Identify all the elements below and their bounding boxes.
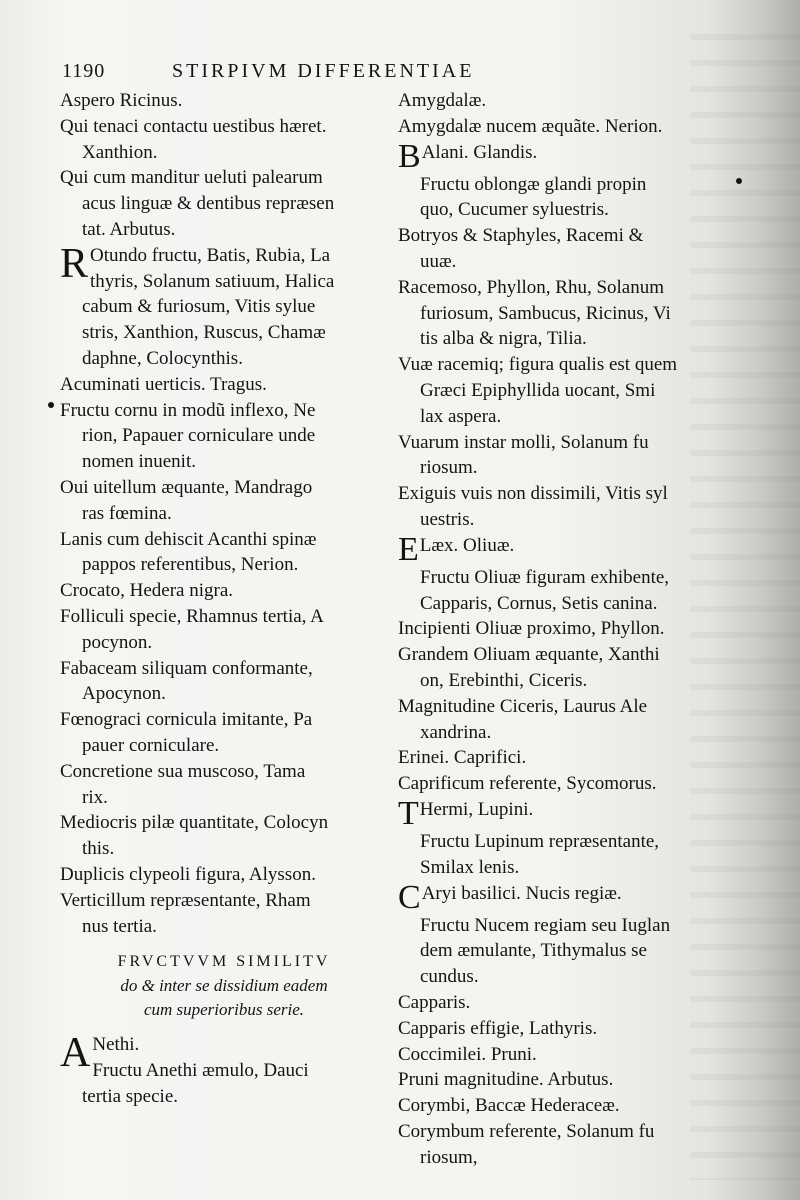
text-line: Concretione sua muscoso, Tama [60, 760, 306, 782]
entry-a [60, 1032, 388, 1084]
left-column [60, 88, 388, 1110]
text-line: Erinei. Caprifici. [398, 747, 527, 769]
text-line: acus linguæ & dentibus repræsen [82, 193, 335, 215]
text-line: pocynon. [82, 631, 153, 653]
text-line: Acuminati uerticis. Tragus. [60, 373, 267, 395]
text-line: Racemoso, Phyllon, Rhu, Solanum [398, 276, 664, 298]
text-line: Læx. Oliuæ. [419, 534, 515, 556]
entry-c [398, 881, 730, 913]
text-line: Pruni magnitudine. Arbutus. [398, 1069, 614, 1091]
text-line: quo, Cucumer syluestris. [420, 199, 609, 221]
text-line: Folliculi specie, Rhamnus tertia, A [60, 605, 324, 627]
text-line: Fructu Lupinum repræsentante, [420, 830, 660, 852]
text-line: Aspero Ricinus. [60, 90, 183, 111]
text-line: nus tertia. [82, 915, 157, 937]
text-line: Fructu Nucem regiam seu Iuglan [420, 914, 671, 936]
text-line: cabum & furiosum, Vitis sylue [82, 296, 316, 318]
text-line: stris, Xanthion, Ruscus, Chamæ [82, 322, 326, 344]
page-number: 1190 [62, 60, 106, 82]
text-line: Capparis effigie, Lathyris. [398, 1017, 598, 1039]
drop-cap-initial: B [398, 139, 421, 172]
text-line: nomen inuenit. [82, 451, 196, 473]
text-line: Amygdalæ. [398, 90, 487, 111]
text-line: Vuæ racemiq; figura qualis est quem [398, 354, 678, 376]
section-subheading: cum superioribus serie. [143, 1000, 305, 1020]
text-line: Otundo fructu, Batis, Rubia, La [90, 244, 331, 266]
drop-cap-initial: C [398, 880, 421, 913]
text-line: Vuarum instar molli, Solanum fu [398, 431, 649, 453]
text-line: cundus. [420, 966, 479, 988]
text-line: Apocynon. [82, 683, 166, 705]
text-line: Mediocris pilæ quantitate, Colocyn [60, 812, 329, 834]
text-line: riosum. [420, 457, 478, 479]
text-line: riosum, [420, 1146, 478, 1168]
text-line: Fructu Oliuæ figuram exhibente, [420, 566, 670, 588]
drop-cap-initial: R [60, 242, 89, 287]
text-line: on, Erebinthi, Ciceris. [420, 669, 588, 691]
text-line: this. [82, 838, 115, 860]
section-heading: FRVCTVVM SIMILITV [117, 953, 331, 971]
text-line: rion, Papauer corniculare unde [82, 425, 316, 447]
text-line: Alani. Glandis. [421, 141, 538, 163]
text-line: Coccimilei. Pruni. [398, 1043, 537, 1065]
text-line: Corymbi, Baccæ Hederaceæ. [398, 1095, 620, 1117]
text-line: pauer corniculare. [82, 734, 220, 756]
drop-cap-initial: E [398, 532, 419, 565]
text-line: dem æmulante, Tithymalus se [420, 940, 647, 962]
entry-b [398, 140, 730, 172]
text-line: Caprificum referente, Sycomorus. [398, 773, 657, 795]
entry-t [398, 797, 730, 829]
text-line: Fructu Anethi æmulo, Dauci [92, 1060, 309, 1082]
text-line: tat. Arbutus. [82, 218, 176, 240]
text-line: Smilax lenis. [420, 856, 520, 878]
text-line: Verticillum repræsentante, Rham [60, 889, 311, 911]
text-line: uuæ. [420, 250, 457, 272]
text-line: Capparis. [398, 991, 471, 1013]
text-line: ras fœmina. [82, 502, 172, 524]
text-line: rix. [82, 786, 108, 808]
text-line: Grandem Oliuam æquante, Xanthi [398, 644, 660, 666]
text-line: uestris. [420, 508, 475, 530]
text-line: furiosum, Sambucus, Ricinus, Vi [420, 302, 671, 324]
text-line: Oui uitellum æquante, Mandrago [60, 476, 313, 498]
text-line: Botryos & Staphyles, Racemi & [398, 225, 644, 247]
bullet-mark [48, 402, 54, 408]
running-header [62, 54, 712, 88]
text-line: daphne, Colocynthis. [82, 347, 243, 369]
text-line: Magnitudine Ciceris, Laurus Ale [398, 695, 648, 717]
drop-cap-initial: T [398, 796, 419, 829]
right-column [398, 88, 730, 1170]
text-line: Qui cum manditur ueluti palearum [60, 167, 323, 189]
entry-r [60, 243, 388, 295]
text-line: Fœnograci cornicula imitante, Pa [60, 709, 313, 731]
text-line: Capparis, Cornus, Setis canina. [420, 592, 658, 614]
bullet-mark [736, 178, 742, 184]
text-line: Incipienti Oliuæ proximo, Phyllon. [398, 618, 665, 640]
text-line: Græci Epiphyllida uocant, Smi [420, 379, 656, 401]
text-line: Crocato, Hedera nigra. [60, 580, 234, 602]
running-title: STIRPIVM DIFFERENTIAE [172, 60, 475, 82]
text-line: Xanthion. [82, 141, 158, 163]
drop-cap-initial: A [60, 1032, 91, 1077]
text-line: Fabaceam siliquam conformante, [60, 657, 313, 679]
text-line: Aryi basilici. Nucis regiæ. [421, 882, 622, 904]
text-line: tertia specie. [82, 1085, 179, 1107]
text-line: Qui tenaci contactu uestibus hæret. [60, 115, 327, 137]
text-line: Corymbum referente, Solanum fu [398, 1120, 655, 1142]
text-line: Amygdalæ nucem æquãte. Nerion. [398, 115, 663, 137]
text-line: Duplicis clypeoli figura, Alysson. [60, 863, 316, 885]
text-line: Fructu oblongæ glandi propin [420, 173, 647, 195]
text-line: Nethi. [92, 1034, 140, 1056]
text-line: Hermi, Lupini. [419, 798, 534, 820]
text-line: Fructu cornu in modũ inflexo, Ne [60, 399, 316, 421]
section-subheading: do & inter se dissidium eadem [120, 976, 328, 996]
text-line: lax aspera. [420, 405, 502, 427]
entry-e [398, 533, 730, 565]
text-line: pappos referentibus, Nerion. [82, 554, 299, 576]
text-line: tis alba & nigra, Tilia. [420, 328, 587, 350]
text-line: xandrina. [420, 721, 492, 743]
text-line: thyris, Solanum satiuum, Halica [90, 270, 335, 292]
text-line: Lanis cum dehiscit Acanthi spinæ [60, 528, 317, 550]
text-line: Exiguis vuis non dissimili, Vitis syl [398, 483, 668, 505]
